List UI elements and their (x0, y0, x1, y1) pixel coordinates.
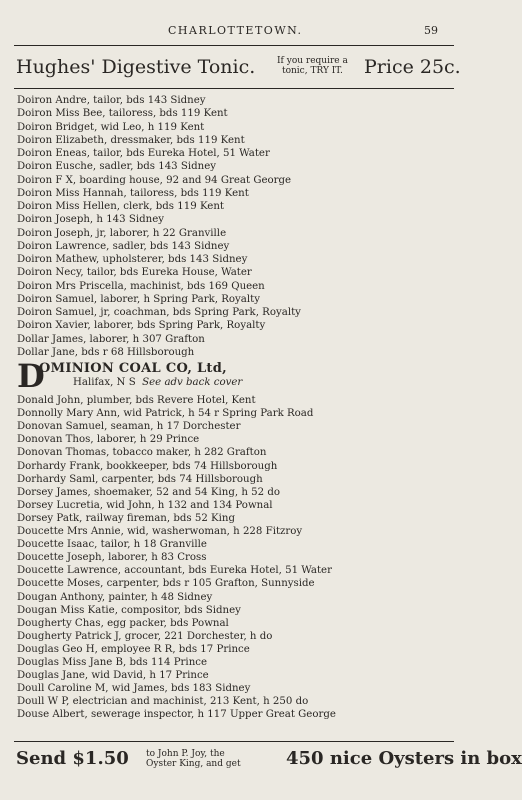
coal-company-name: OMINION COAL CO, Ltd, (39, 361, 227, 376)
directory-entry: Doiron Miss Hellen, clerk, bds 119 Kent (17, 201, 224, 212)
directory-entry: Doiron Samuel, laborer, h Spring Park, Royalty (17, 293, 260, 305)
directory-entry: Doucette Isaac, tailor, h 18 Granville (17, 539, 207, 551)
directory-entry: Doiron Elizabeth, dressmaker, bds 119 Kent (17, 134, 245, 146)
city-heading: CHARLOTTETOWN. (168, 24, 303, 37)
oyster-note-line2: Oyster King, and get (146, 759, 241, 769)
directory-entry: Doucette Moses, carpenter, bds r 105 Grafton, Sunnyside (17, 578, 315, 590)
tonic-note (277, 56, 348, 76)
directory-entry: Doiron Bridget, wid Leo, h 119 Kent (17, 121, 205, 133)
directory-entry: Doiron Necy, tailor, bds Eureka House, Water (17, 267, 252, 279)
ad-rule (14, 88, 454, 89)
directory-entry: Dorsey Lucretia, wid John, h 132 and 134 Pownal (17, 499, 273, 511)
coal-company-address (73, 377, 242, 388)
directory-entry: Donald John, plumber, bds Revere Hotel, Kent (17, 395, 256, 406)
directory-entry: Doiron Mrs Priscella, machinist, bds 169 Queen (17, 280, 265, 292)
tonic-price: Price 25c. (364, 56, 461, 78)
oyster-offer: 450 nice Oysters in box (286, 748, 522, 769)
directory-entry: Doiron Miss Bee, tailoress, bds 119 Kent (17, 108, 228, 120)
directory-entry: Doiron Mathew, upholsterer, bds 143 Sidney (17, 254, 248, 265)
tonic-note-line2: tonic, TRY IT. (281, 66, 343, 76)
directory-entry: Doiron Joseph, h 143 Sidney (17, 214, 164, 226)
directory-entry: Donovan Thomas, tobacco maker, h 282 Grafton (17, 447, 267, 459)
directory-entry: Doiron Xavier, laborer, bds Spring Park, Royalty (17, 320, 266, 332)
tonic-note-line1: If you require a (277, 56, 348, 66)
tonic-brand: Hughes' Digestive Tonic. (16, 56, 256, 78)
directory-entry: Dollar Jane, bds r 68 Hillsborough (17, 346, 195, 358)
directory-entry: Douglas Geo H, employee R R, bds 17 Prince (17, 643, 250, 655)
directory-entry: Doiron Andre, tailor, bds 143 Sidney (17, 95, 206, 106)
drop-cap: D (17, 357, 45, 395)
running-head (0, 24, 469, 40)
directory-entry: Doiron Miss Hannah, tailoress, bds 119 Kent (17, 187, 249, 199)
directory-entry: Dorsey James, shoemaker, 52 and 54 King, h 52 do (17, 486, 280, 498)
directory-entry: Doull W P, electrician and machinist, 213 Kent, h 250 do (17, 696, 309, 708)
directory-entry: Dollar James, laborer, h 307 Grafton (17, 333, 205, 345)
directory-entry: Douglas Jane, wid David, h 17 Prince (17, 670, 209, 682)
oyster-note-line1: to John P. Joy, the (146, 749, 225, 759)
directory-entry: Doiron Eneas, tailor, bds Eureka Hotel, 51 Water (17, 148, 270, 159)
directory-entry: Doull Caroline M, wid James, bds 183 Sidney (17, 683, 251, 695)
oyster-note (146, 749, 241, 769)
directory-entry: Dorsey Patk, railway fireman, bds 52 King (17, 512, 236, 524)
oyster-send: Send $1.50 (16, 748, 129, 769)
directory-entry: Douse Albert, sewerage inspector, h 117 Upper Great George (17, 709, 336, 721)
oyster-advertisement (14, 744, 522, 776)
directory-entry: Doucette Joseph, laborer, h 83 Cross (17, 552, 207, 564)
directory-entry: Doiron Samuel, jr, coachman, bds Spring Park, Royalty (17, 307, 301, 318)
directory-entry: Dougherty Chas, egg packer, bds Pownal (17, 617, 229, 629)
top-rule (14, 45, 454, 46)
directory-entry: Doiron Eusche, sadler, bds 143 Sidney (17, 161, 216, 173)
directory-entry: Donovan Thos, laborer, h 29 Prince (17, 434, 200, 446)
directory-entry: Dorhardy Frank, bookkeeper, bds 74 Hillsborough (17, 460, 278, 472)
directory-entry: Doiron Joseph, jr, laborer, h 22 Granville (17, 227, 227, 239)
directory-entry: Donovan Samuel, seaman, h 17 Dorchester (17, 421, 241, 433)
directory-entry: Doiron Lawrence, sadler, bds 143 Sidney (17, 240, 230, 252)
directory-entry: Douglas Miss Jane B, bds 114 Prince (17, 657, 207, 668)
directory-entry: Doucette Lawrence, accountant, bds Eureka Hotel, 51 Water (17, 565, 332, 577)
directory-entry: Doucette Mrs Annie, wid, washerwoman, h 228 Fitzroy (17, 526, 303, 537)
directory-entry: Dougan Anthony, painter, h 48 Sidney (17, 591, 213, 603)
directory-entry: Dougherty Patrick J, grocer, 221 Dorchester, h do (17, 630, 273, 642)
directory-entry: Doiron F X, boarding house, 92 and 94 Great George (17, 174, 292, 186)
page-number: 59 (424, 24, 438, 37)
coal-adv-note: See adv back cover (142, 377, 243, 388)
coal-advertisement (17, 357, 457, 395)
directory-entry: Donnolly Mary Ann, wid Patrick, h 54 r Spring Park Road (17, 408, 314, 420)
tonic-advertisement (14, 52, 460, 86)
coal-city: Halifax, N S (73, 377, 136, 388)
directory-entry: Dougan Miss Katie, compositor, bds Sidney (17, 604, 241, 616)
directory-entry: Dorhardy Saml, carpenter, bds 74 Hillsborough (17, 473, 263, 485)
bottom-ad-rule (14, 741, 454, 742)
